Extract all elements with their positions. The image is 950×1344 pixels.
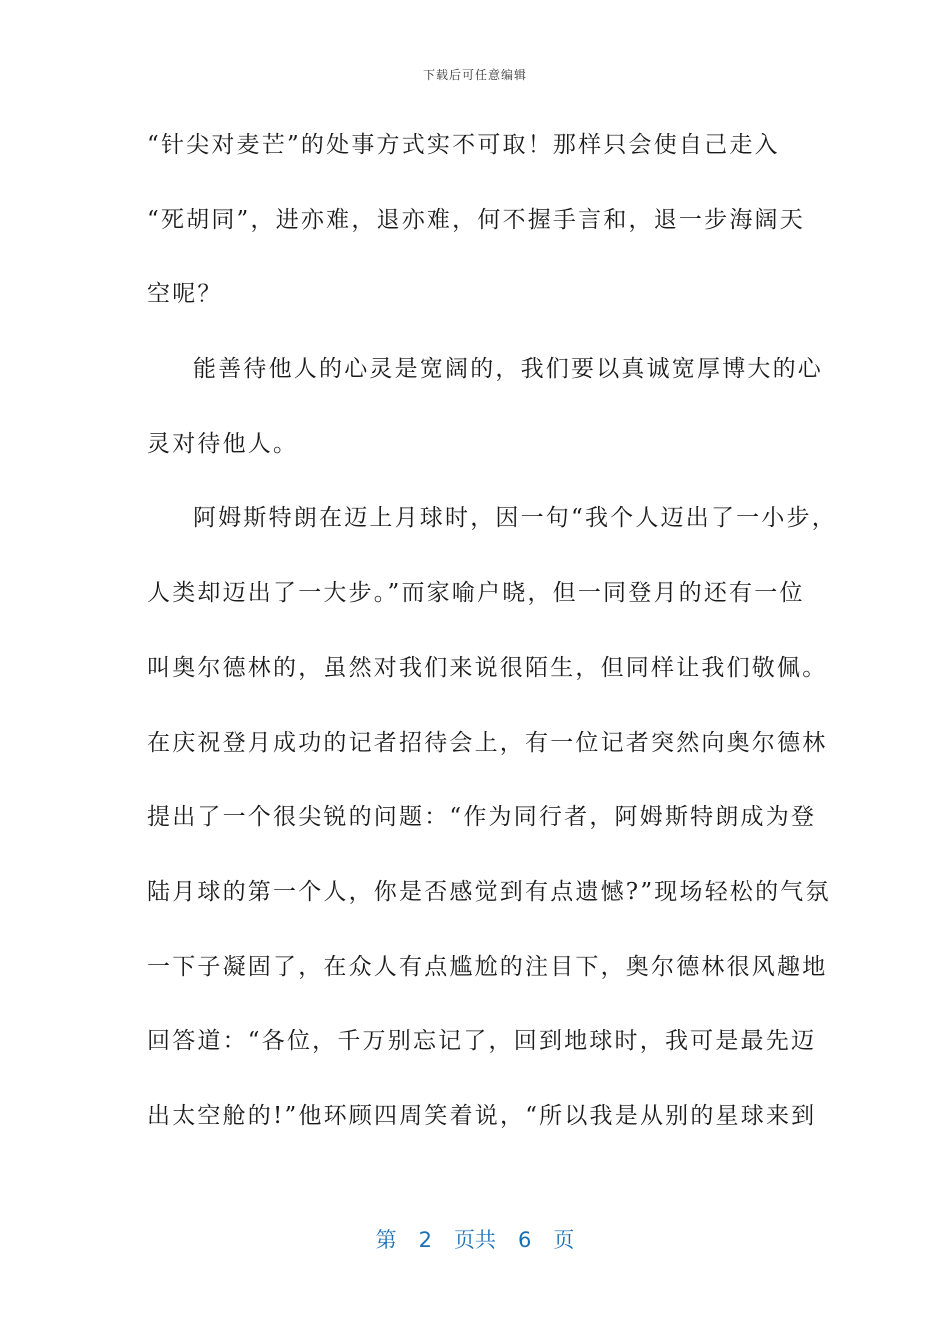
text-line: “针尖对麦芒”的处事方式实不可取！那样只会使自己走入 <box>147 132 780 158</box>
footer-middle: 页共 <box>454 1228 496 1252</box>
text-line: 回答道：“各位，千万别忘记了，回到地球时，我可是最先迈 <box>147 1028 817 1055</box>
text-line: “死胡同”，进亦难，退亦难，何不握手言和，退一步海阔天 <box>147 206 805 233</box>
text-line: 能善待他人的心灵是宽阔的，我们要以真诚宽厚博大的心 <box>193 356 823 383</box>
text-line: 出太空舱的!”他环顾四周笑着说，“所以我是从别的星球来到 <box>147 1102 817 1129</box>
total-pages-number: 6 <box>518 1228 532 1252</box>
text-line: 阿姆斯特朗在迈上月球时，因一句“我个人迈出了一小步， <box>193 505 837 532</box>
body-text <box>147 125 837 1171</box>
text-line: 提出了一个很尖锐的问题：“作为同行者，阿姆斯特朗成为登 <box>147 804 817 831</box>
page-header: 下载后可任意编辑 <box>422 68 527 82</box>
text-line: 空呢？ <box>147 281 223 308</box>
text-line: 灵对待他人。 <box>147 430 299 457</box>
current-page-number: 2 <box>418 1228 432 1252</box>
text-line: 一下子凝固了，在众人有点尴尬的注目下，奥尔德林很风趣地 <box>147 953 828 980</box>
page-footer <box>0 1224 950 1254</box>
text-line: 叫奥尔德林的，虽然对我们来说很陌生，但同样让我们敬佩。 <box>147 654 828 681</box>
text-line: 人类却迈出了一大步。”而家喻户晓，但一同登月的还有一位 <box>147 580 805 607</box>
text-line: 陆月球的第一个人，你是否感觉到有点遗憾?”现场轻松的气氛 <box>147 878 831 905</box>
footer-suffix: 页 <box>553 1228 575 1252</box>
text-line: 在庆祝登月成功的记者招待会上，有一位记者突然向奥尔德林 <box>147 729 828 756</box>
footer-prefix: 第 <box>375 1228 397 1252</box>
